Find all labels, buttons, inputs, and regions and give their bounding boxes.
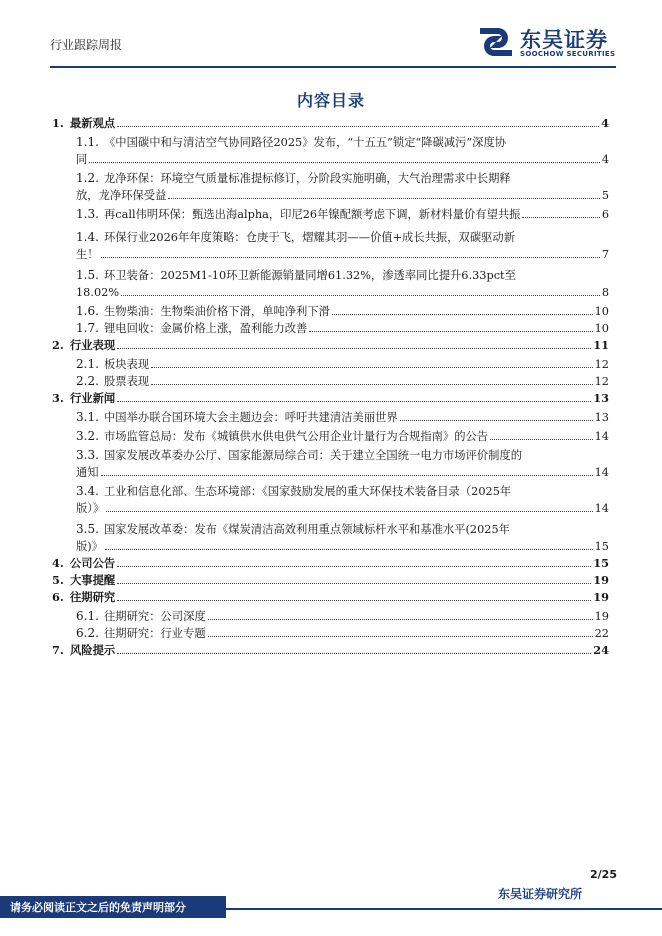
toc-entry-page: 12 xyxy=(594,358,609,371)
toc-entry-title: 大事提醒 xyxy=(70,573,116,587)
toc-entry-page: 19 xyxy=(593,590,609,604)
toc-entry-number: 3. xyxy=(52,391,64,405)
toc-dot-leader xyxy=(106,511,592,512)
toc-entry[interactable] xyxy=(50,625,609,642)
toc-dot-leader xyxy=(400,420,593,421)
toc-entry-page: 10 xyxy=(594,305,609,318)
table-of-contents xyxy=(50,115,609,659)
toc-dot-leader xyxy=(151,367,592,368)
toc-entry-page: 15 xyxy=(594,540,609,553)
toc-entry-number: 6.2. xyxy=(76,626,99,640)
toc-entry-number: 1.7. xyxy=(76,321,99,335)
toc-entry-page: 10 xyxy=(594,322,609,335)
toc-entry-number: 1.5. xyxy=(76,268,99,282)
toc-entry-title: 板块表现 xyxy=(104,358,150,371)
toc-dot-leader xyxy=(117,583,591,584)
toc-entry-title: 通知 xyxy=(76,466,99,479)
toc-entry-page: 13 xyxy=(593,391,609,405)
toc-entry-number: 2.2. xyxy=(76,374,99,388)
toc-entry-title: 市场监管总局：发布《城镇供水供电供气公用企业计量行为合规指南》的公告 xyxy=(104,430,489,443)
toc-entry[interactable] xyxy=(50,229,609,263)
toc-entry-number: 1.1. xyxy=(76,135,99,149)
toc-entry[interactable] xyxy=(50,390,609,407)
toc-dot-leader xyxy=(117,653,591,654)
toc-entry-title: 中国举办联合国环境大会主题边会：呼吁共建清洁美丽世界 xyxy=(104,411,398,424)
toc-entry-number: 3.4. xyxy=(76,484,99,498)
toc-entry-page: 15 xyxy=(593,556,609,570)
toc-entry-page: 13 xyxy=(594,411,609,424)
toc-dot-leader xyxy=(117,566,591,567)
toc-entry-number: 3.1. xyxy=(76,410,99,424)
toc-entry-title: 行业新闻 xyxy=(70,391,116,405)
toc-dot-leader xyxy=(490,439,593,440)
toc-dot-leader xyxy=(309,331,592,332)
toc-entry-title: 锂电回收：金属价格上涨，盈利能力改善 xyxy=(104,322,308,335)
logo-english-name: SOOCHOW SECURITIES xyxy=(520,50,616,58)
toc-dot-leader xyxy=(522,217,599,218)
toc-dot-leader xyxy=(101,257,600,258)
toc-entry[interactable] xyxy=(50,356,609,373)
toc-entry-title: 生物柴油：生物柴油价格下滑，单吨净利下滑 xyxy=(104,305,330,318)
toc-dot-leader xyxy=(208,619,593,620)
toc-entry[interactable] xyxy=(50,642,609,659)
toc-dot-leader xyxy=(117,401,591,402)
toc-entry[interactable] xyxy=(50,555,609,572)
toc-entry-title: 放，龙净环保受益 xyxy=(76,189,167,202)
toc-entry-number: 6. xyxy=(52,590,64,604)
toc-entry-title: 行业表现 xyxy=(70,338,116,352)
toc-entry[interactable] xyxy=(50,170,609,204)
company-logo xyxy=(476,22,616,62)
toc-dot-leader xyxy=(151,384,592,385)
toc-entry-title-line1: 《中国碳中和与清洁空气协同路径2025》发布，“十五五”锁定“降碳减污”深度协 xyxy=(104,136,507,149)
toc-entry-title: 往期研究 xyxy=(70,590,116,604)
toc-entry-title: 生！ xyxy=(76,248,99,261)
toc-entry-number: 3.2. xyxy=(76,429,99,443)
toc-entry-title-line1: 国家发展改革委：发布《煤炭清洁高效利用重点领域标杆水平和基准水平(2025年 xyxy=(104,523,510,536)
soochow-logo-icon xyxy=(476,22,516,62)
toc-entry-number: 3.5. xyxy=(76,522,99,536)
toc-entry-page: 14 xyxy=(594,430,609,443)
toc-entry[interactable] xyxy=(50,589,609,606)
toc-entry[interactable] xyxy=(50,303,609,320)
toc-dot-leader xyxy=(117,126,599,127)
toc-entry[interactable] xyxy=(50,428,609,445)
toc-entry[interactable] xyxy=(50,267,609,301)
toc-entry[interactable] xyxy=(50,206,609,223)
header-divider xyxy=(50,66,616,68)
toc-dot-leader xyxy=(105,549,593,550)
toc-entry-number: 2.1. xyxy=(76,357,99,371)
toc-entry-page: 14 xyxy=(594,466,609,479)
toc-entry-page: 4 xyxy=(601,153,609,166)
toc-entry-title: 18.02% xyxy=(76,286,120,299)
toc-entry-page: 11 xyxy=(593,338,609,352)
toc-entry-number: 1. xyxy=(52,116,64,130)
toc-entry-title-line1: 国家发展改革委办公厅、国家能源局综合司：关于建立全国统一电力市场评价制度的 xyxy=(104,449,522,462)
toc-entry-title-line1: 环保行业2026年年度策略：仓庚于飞，熠耀其羽——价值+成长共振，双碳驱动新 xyxy=(104,231,516,244)
toc-entry-number: 4. xyxy=(52,556,64,570)
toc-entry[interactable] xyxy=(50,134,609,168)
toc-title: 内容目录 xyxy=(296,91,365,110)
logo-chinese-name: 东吴证券 xyxy=(520,28,608,52)
toc-entry-page: 5 xyxy=(601,189,609,202)
toc-entry-page: 8 xyxy=(601,286,609,299)
toc-entry-title: 往期研究：公司深度 xyxy=(104,610,206,623)
toc-entry-title: 最新观点 xyxy=(70,116,116,130)
toc-entry-title: 往期研究：行业专题 xyxy=(104,627,206,640)
toc-entry-page: 19 xyxy=(594,610,609,623)
report-type-label: 行业跟踪周报 xyxy=(50,38,123,52)
toc-dot-leader xyxy=(332,314,593,315)
toc-entry-page: 22 xyxy=(594,627,609,640)
toc-dot-leader xyxy=(89,162,600,163)
toc-entry[interactable] xyxy=(50,447,609,481)
toc-dot-leader xyxy=(117,348,591,349)
toc-entry-title: 版）》 xyxy=(76,502,105,515)
toc-dot-leader xyxy=(101,475,593,476)
toc-entry-number: 7. xyxy=(52,643,64,657)
toc-entry-number: 1.4. xyxy=(76,230,99,244)
toc-entry-title: 股票表现 xyxy=(104,375,150,388)
toc-entry[interactable] xyxy=(50,115,609,132)
toc-entry[interactable] xyxy=(50,337,609,354)
toc-entry-title-line1: 工业和信息化部、生态环境部：《国家鼓励发展的重大环保技术装备目录（2025年 xyxy=(104,485,512,498)
toc-dot-leader xyxy=(117,600,591,601)
toc-entry-title: 风险提示 xyxy=(70,643,116,657)
toc-entry-number: 6.1. xyxy=(76,609,99,623)
toc-entry-title-line1: 龙净环保：环境空气质量标准提标修订，分阶段实施明确，大气治理需求中长期释 xyxy=(104,172,511,185)
toc-entry-number: 3.3. xyxy=(76,448,99,462)
toc-entry-page: 24 xyxy=(593,643,609,657)
toc-entry[interactable] xyxy=(50,373,609,390)
toc-entry-number: 1.2. xyxy=(76,171,99,185)
toc-entry[interactable] xyxy=(50,521,609,555)
toc-entry-page: 4 xyxy=(601,116,609,130)
toc-entry-number: 1.3. xyxy=(76,207,99,221)
toc-entry-number: 1.6. xyxy=(76,304,99,318)
toc-entry[interactable] xyxy=(50,608,609,625)
toc-entry-page: 14 xyxy=(594,502,609,515)
toc-entry-title: 公司公告 xyxy=(70,556,116,570)
toc-dot-leader xyxy=(121,295,600,296)
toc-entry-number: 2. xyxy=(52,338,64,352)
toc-entry-title: 版)》 xyxy=(76,540,104,553)
page-number: 2/25 xyxy=(590,868,617,881)
toc-entry[interactable] xyxy=(50,483,609,517)
toc-entry-page: 6 xyxy=(601,208,609,221)
toc-entry[interactable] xyxy=(50,572,609,589)
toc-dot-leader xyxy=(208,636,593,637)
toc-entry-title: 同 xyxy=(76,153,88,166)
toc-entry[interactable] xyxy=(50,409,609,426)
toc-entry-number: 5. xyxy=(52,573,64,587)
toc-entry-page: 19 xyxy=(593,573,609,587)
footer-disclaimer[interactable]: 请务必阅读正文之后的免责声明部分 xyxy=(10,901,186,914)
toc-entry-page: 7 xyxy=(601,248,609,261)
toc-entry-title-line1: 环卫装备：2025M1-10环卫新能源销量同增61.32%，渗透率同比提升6.33pct至 xyxy=(104,269,516,282)
toc-dot-leader xyxy=(168,198,599,199)
toc-entry-page: 12 xyxy=(594,375,609,388)
footer-institute: 东吴证券研究所 xyxy=(498,887,583,901)
toc-entry-title: 再call伟明环保：甄选出海alpha，印尼26年镍配额考虑下调，新材料量价有望共振 xyxy=(104,208,521,221)
toc-entry[interactable] xyxy=(50,320,609,337)
